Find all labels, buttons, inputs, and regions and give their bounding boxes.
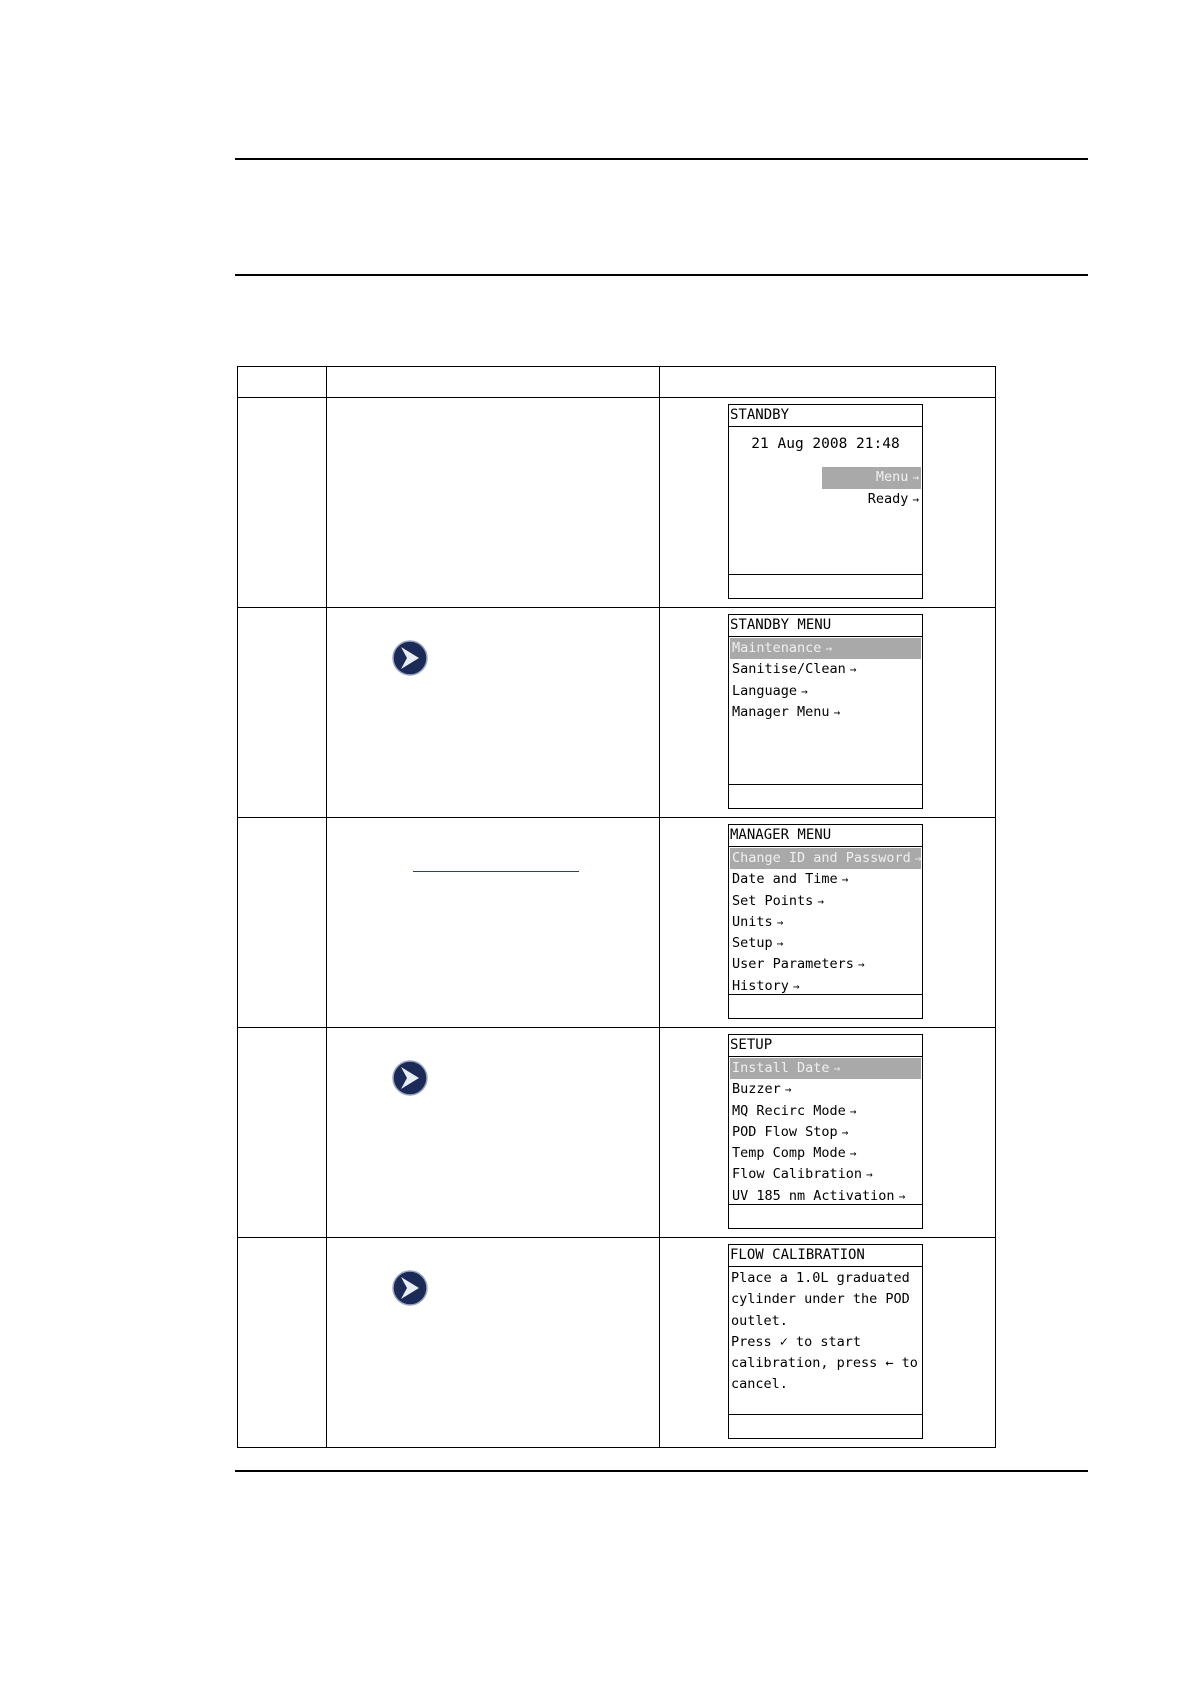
step-number-cell (238, 608, 327, 818)
instruction-line: cylinder under the POD (731, 1291, 910, 1308)
arrow-right-icon: → (833, 1062, 841, 1075)
arrow-right-icon: → (849, 1104, 857, 1118)
header-step-cell (238, 367, 327, 398)
menu-item-setup[interactable]: Setup → (732, 935, 784, 952)
arrow-right-icon: → (784, 1083, 792, 1097)
step-action-cell (327, 398, 660, 608)
arrow-right-icon: → (841, 1125, 849, 1139)
arrow-right-icon: → (801, 684, 808, 698)
menu-item-uv-185-activation[interactable]: UV 185 nm Activation → (732, 1187, 906, 1204)
screen-title: MANAGER MENU (729, 825, 922, 847)
menu-item-change-id-password[interactable]: Change ID and Password → (730, 848, 921, 869)
header-top-rule (235, 158, 1088, 160)
menu-list (729, 637, 922, 723)
step-action-cell (327, 608, 660, 818)
step-action-cell (327, 1238, 660, 1448)
arrow-right-icon: → (825, 642, 833, 655)
screen-footer (729, 994, 922, 1018)
arrow-right-icon: → (841, 873, 849, 887)
menu-item-install-date[interactable]: Install Date → (730, 1058, 921, 1079)
instruction-line: calibration, press ← to (731, 1355, 918, 1372)
setup-screen (728, 1034, 923, 1229)
right-nav-button-icon (391, 1059, 429, 1097)
table-row (238, 1238, 996, 1448)
menu-item-manager-menu[interactable]: Manager Menu → (732, 703, 841, 720)
ready-option[interactable]: Ready → (867, 490, 919, 507)
table-header-row (238, 367, 996, 398)
step-number-cell (238, 398, 327, 608)
arrow-right-icon: → (857, 958, 865, 972)
screen-title: SETUP (729, 1035, 922, 1057)
screen-footer (729, 1414, 922, 1438)
instruction-text (729, 1267, 922, 1396)
screen-footer (729, 574, 922, 598)
step-action-cell (327, 818, 660, 1028)
arrow-right-icon: → (776, 937, 784, 951)
menu-item-date-time[interactable]: Date and Time → (732, 871, 849, 888)
arrow-right-icon: → (912, 492, 919, 506)
screen-title: FLOW CALIBRATION (729, 1245, 922, 1267)
table-row (238, 818, 996, 1028)
step-number-cell (238, 1028, 327, 1238)
arrow-right-icon: → (849, 1147, 857, 1161)
arrow-right-icon: → (833, 705, 841, 719)
menu-option[interactable]: Menu → (822, 467, 921, 488)
right-nav-button-icon (391, 1269, 429, 1307)
menu-item-language[interactable]: Language → (732, 682, 808, 699)
footer-rule (235, 1470, 1088, 1472)
header-display-cell (660, 367, 996, 398)
screen-date: 21 Aug 2008 21:48 (751, 436, 900, 452)
screen-footer (729, 784, 922, 808)
right-nav-button-icon (391, 639, 429, 677)
table-row (238, 398, 996, 608)
menu-item-buzzer[interactable]: Buzzer → (732, 1081, 792, 1098)
arrow-right-icon: → (776, 915, 784, 929)
step-display-cell (660, 608, 996, 818)
menu-item-user-parameters[interactable]: User Parameters → (732, 956, 865, 973)
instruction-line: Place a 1.0L graduated (731, 1270, 910, 1286)
menu-list (729, 847, 922, 997)
menu-item-flow-calibration[interactable]: Flow Calibration → (732, 1166, 873, 1183)
screen-title: STANDBY MENU (729, 615, 922, 637)
instruction-line: outlet. (731, 1312, 788, 1329)
step-number-cell (238, 818, 327, 1028)
step-display-cell (660, 1238, 996, 1448)
header-action-cell (327, 367, 660, 398)
arrow-right-icon: → (898, 1189, 906, 1203)
step-number-cell (238, 1238, 327, 1448)
menu-item-sanitise-clean[interactable]: Sanitise/Clean → (732, 661, 857, 678)
arrow-right-icon: → (817, 894, 824, 908)
step-display-cell (660, 818, 996, 1028)
menu-item-mq-recirc-mode[interactable]: MQ Recirc Mode → (732, 1102, 857, 1119)
step-display-cell (660, 1028, 996, 1238)
procedure-table (237, 366, 996, 1448)
flow-calibration-screen (728, 1244, 923, 1439)
instruction-line: cancel. (731, 1376, 788, 1393)
arrow-right-icon: → (866, 1168, 873, 1182)
table-row (238, 608, 996, 818)
instruction-line: Press ✓ to start (731, 1333, 862, 1350)
arrow-right-icon: → (849, 663, 857, 677)
arrow-right-icon: → (912, 471, 919, 485)
menu-list (729, 1057, 922, 1207)
arrow-right-icon: → (792, 979, 800, 993)
menu-item-set-points[interactable]: Set Points → (732, 892, 824, 909)
menu-item-units[interactable]: Units → (732, 913, 784, 930)
hyperlink-underline[interactable] (413, 871, 579, 872)
step-action-cell (327, 1028, 660, 1238)
manager-menu-screen (728, 824, 923, 1019)
header-bottom-rule (235, 274, 1088, 276)
standby-screen (728, 404, 923, 599)
menu-item-temp-comp-mode[interactable]: Temp Comp Mode → (732, 1145, 857, 1162)
screen-footer (729, 1204, 922, 1228)
menu-item-history[interactable]: History → (732, 977, 800, 994)
menu-item-maintenance[interactable]: Maintenance → (730, 638, 921, 659)
standby-menu-screen (728, 614, 923, 809)
screen-title: STANDBY (729, 405, 922, 427)
arrow-right-icon: → (914, 852, 922, 865)
step-display-cell (660, 398, 996, 608)
table-row (238, 1028, 996, 1238)
menu-item-pod-flow-stop[interactable]: POD Flow Stop → (732, 1123, 849, 1140)
